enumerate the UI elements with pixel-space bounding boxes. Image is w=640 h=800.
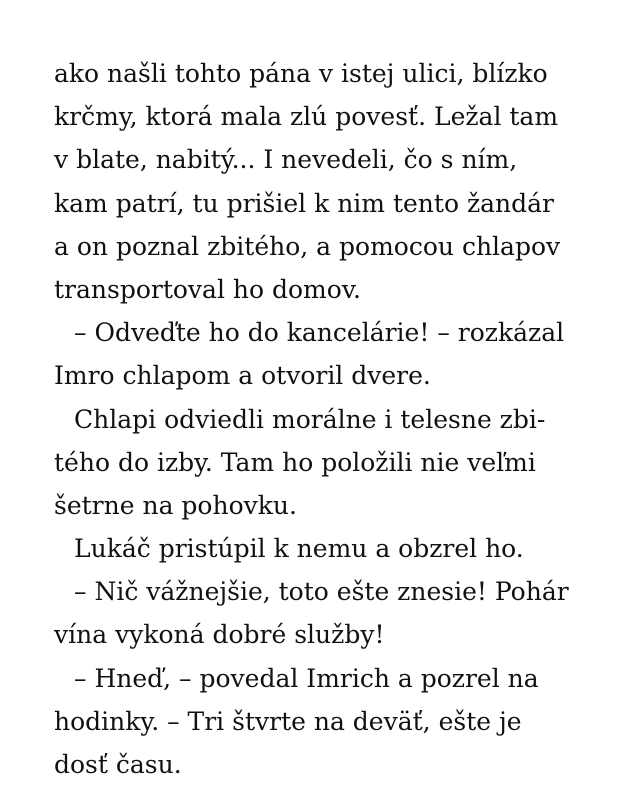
text-line: Imro chlapom a otvoril dvere. bbox=[54, 361, 431, 391]
text-line: tého do izby. Tam ho položili nie veľmi bbox=[54, 447, 536, 477]
page-text bbox=[54, 52, 614, 786]
paragraph-start-line: Lukáč pristúpil k nemu a obzrel ho. bbox=[74, 534, 524, 564]
text-line: ako našli tohto pána v istej ulici, blízko bbox=[54, 59, 548, 88]
text-line: krčmy, ktorá mala zlú povesť. Ležal tam bbox=[54, 102, 559, 132]
text-line: a on poznal zbitého, a pomocou chlapov bbox=[54, 231, 561, 261]
text-line: šetrne na pohovku. bbox=[54, 490, 297, 520]
paragraph-start-line: Chlapi odviedli morálne i telesne zbi- bbox=[74, 404, 546, 434]
text-line: hodinky. – Tri štvrte na deväť, ešte je bbox=[54, 706, 522, 736]
dialogue-line: – Odveďte ho do kancelárie! – rozkázal bbox=[74, 318, 565, 348]
text-line: transportoval ho domov. bbox=[54, 274, 361, 304]
text-line: kam patrí, tu prišiel k nim tento žandár bbox=[54, 188, 554, 218]
dialogue-line: – Hneď, – povedal Imrich a pozrel na bbox=[74, 663, 539, 693]
text-line: dosť času. bbox=[54, 750, 182, 779]
text-line: vína vykoná dobré služby! bbox=[54, 620, 385, 650]
dialogue-line: – Nič vážnejšie, toto ešte znesie! Pohár bbox=[74, 577, 569, 607]
text-line: v blate, nabitý... I nevedeli, čo s ním, bbox=[54, 145, 518, 175]
